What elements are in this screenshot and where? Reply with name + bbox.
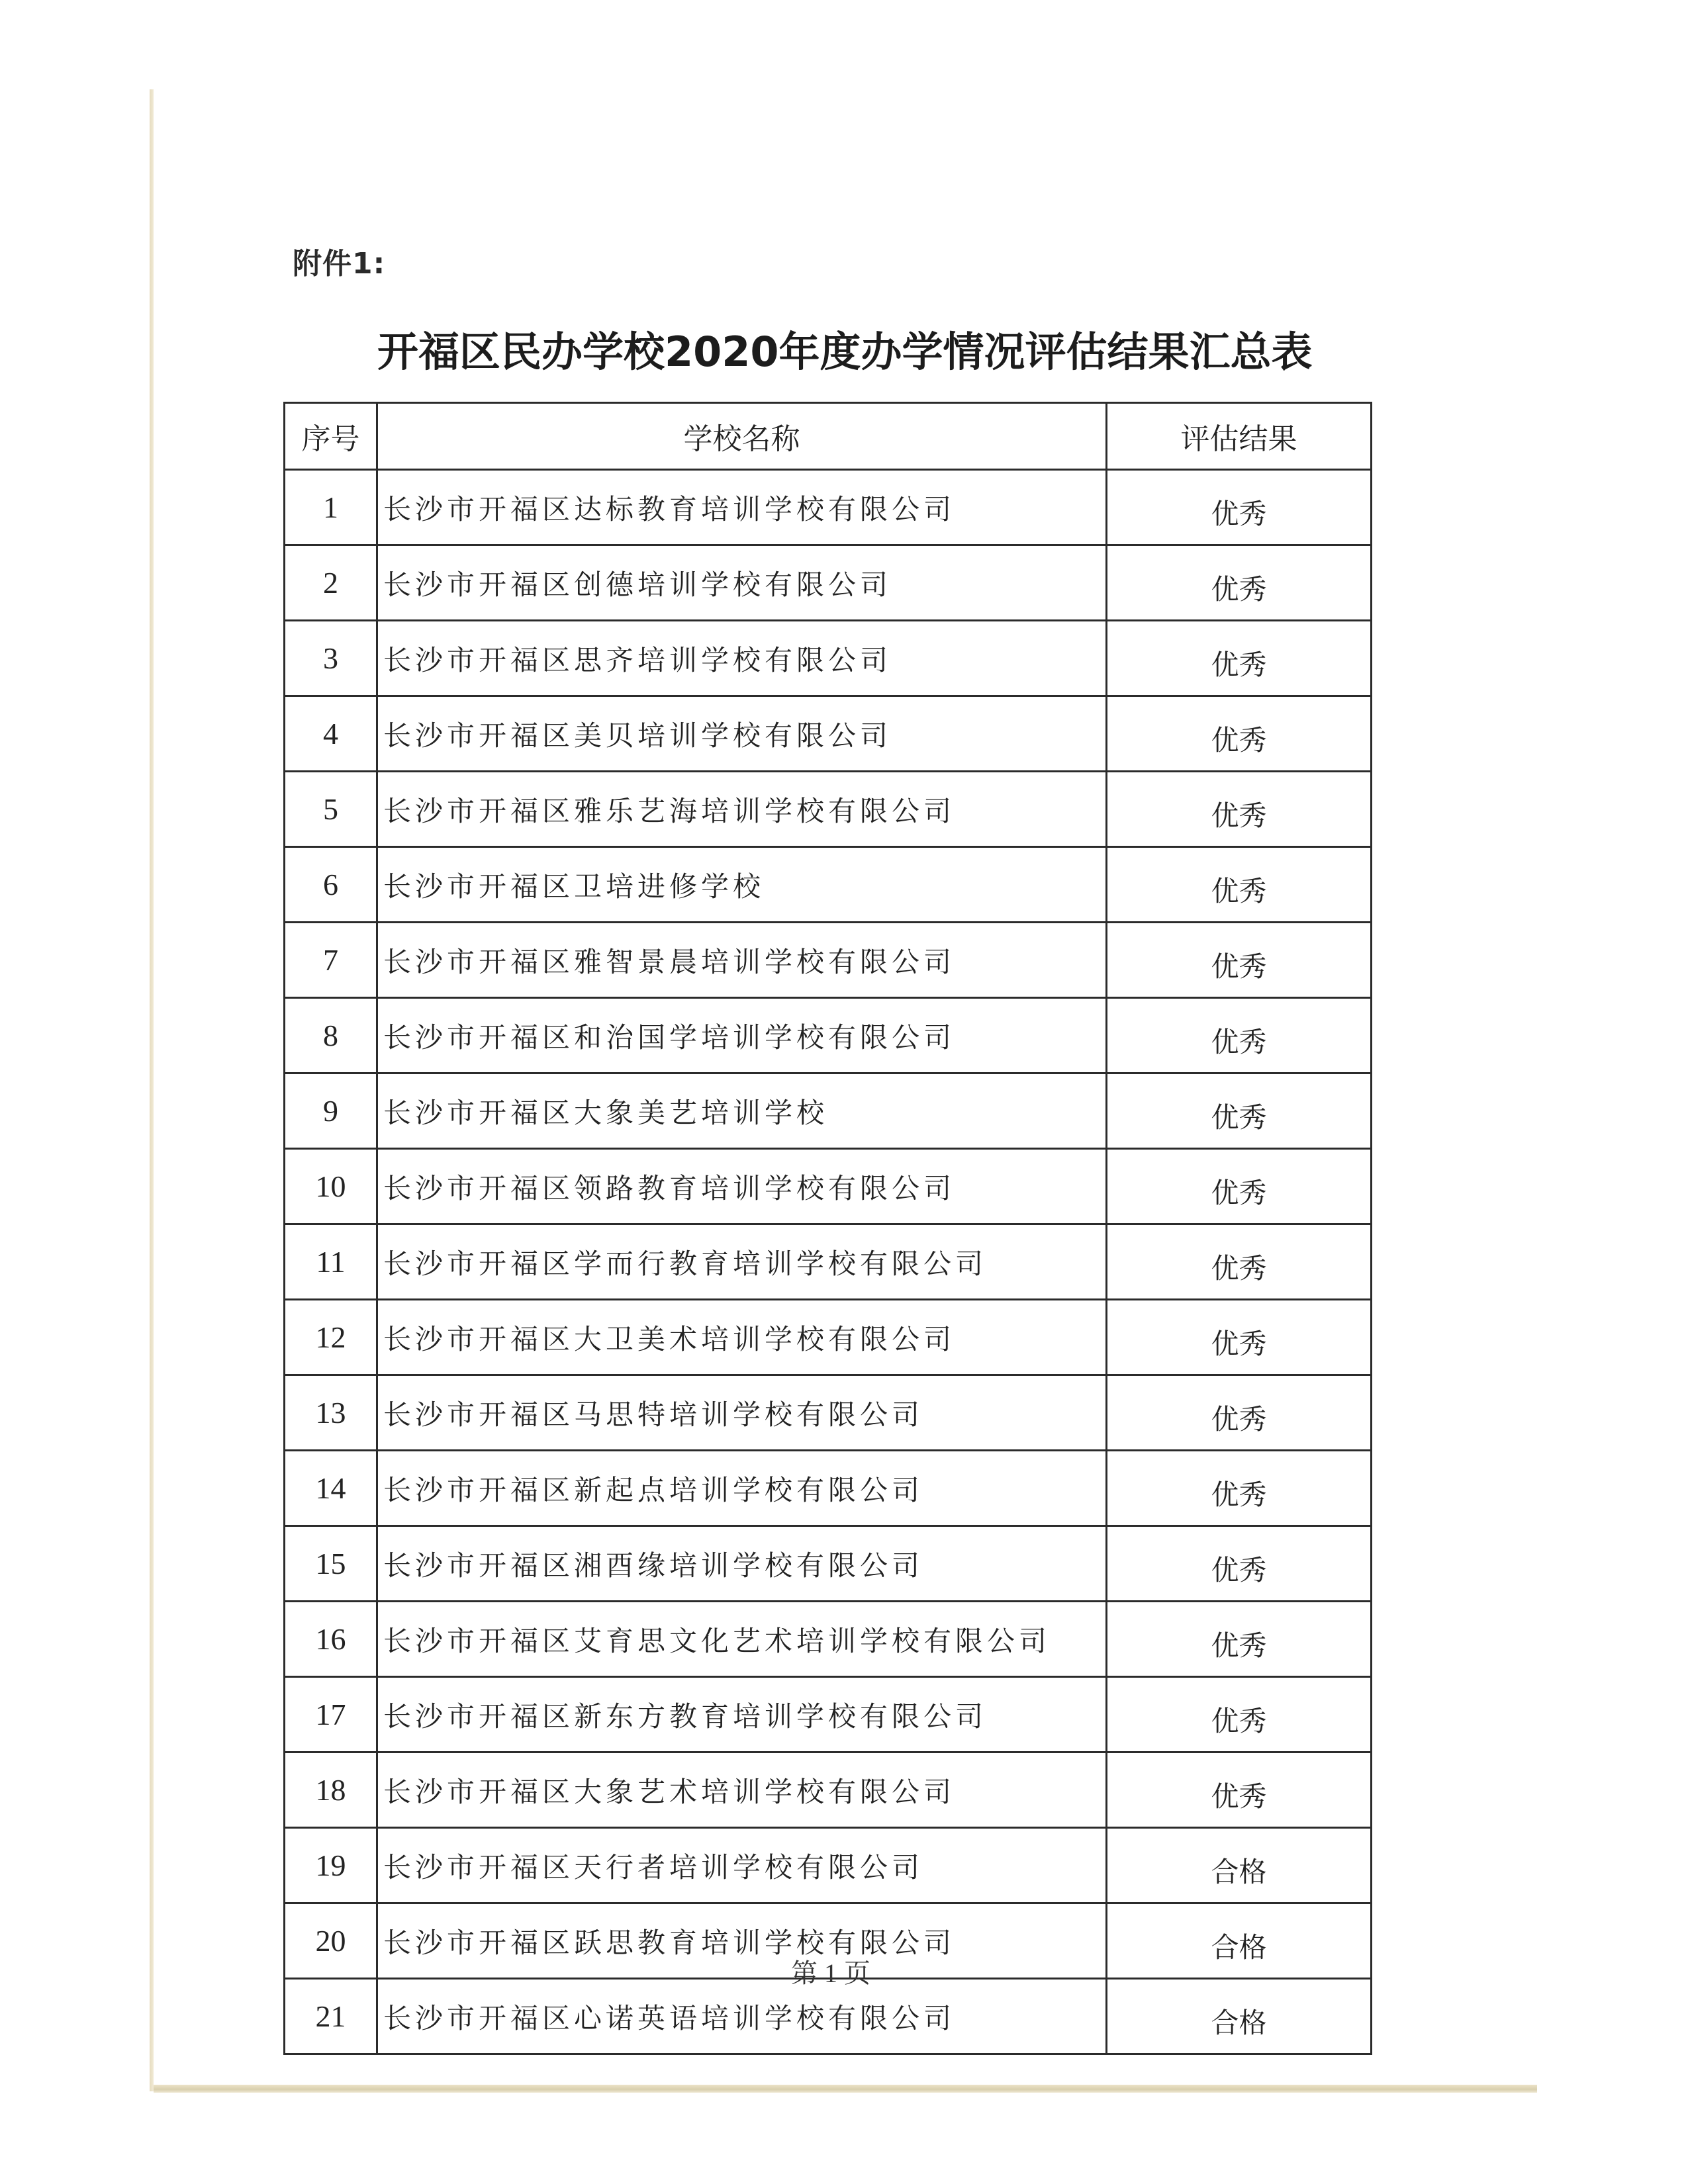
serial-number-cell: 13: [285, 1375, 377, 1451]
serial-number-cell: 9: [285, 1073, 377, 1149]
serial-number-cell: 5: [285, 772, 377, 847]
evaluation-result-cell: 优秀: [1107, 1677, 1372, 1752]
school-name-cell: 长沙市开福区湘酉缘培训学校有限公司: [377, 1526, 1107, 1602]
evaluation-result-cell: 合格: [1107, 1903, 1372, 1979]
school-name-cell: 长沙市开福区天行者培训学校有限公司: [377, 1828, 1107, 1903]
evaluation-result-cell: 优秀: [1107, 1224, 1372, 1300]
table-row: [285, 470, 1372, 545]
evaluation-result-cell: 优秀: [1107, 923, 1372, 998]
table-row: [285, 1375, 1372, 1451]
serial-number-cell: 19: [285, 1828, 377, 1903]
table-row: [285, 1300, 1372, 1375]
table-row: [285, 1451, 1372, 1526]
table-row: [285, 772, 1372, 847]
results-table: [283, 402, 1372, 2055]
evaluation-result-cell: 优秀: [1107, 545, 1372, 621]
table-row: [285, 1602, 1372, 1677]
evaluation-result-cell: 优秀: [1107, 1300, 1372, 1375]
serial-number-cell: 17: [285, 1677, 377, 1752]
evaluation-result-cell: 优秀: [1107, 1375, 1372, 1451]
page-footer: [0, 1952, 1688, 1990]
school-name-cell: 长沙市开福区大象美艺培训学校: [377, 1073, 1107, 1149]
header-evaluation-result: 评估结果: [1107, 403, 1372, 470]
school-name-cell: 长沙市开福区跃思教育培训学校有限公司: [377, 1903, 1107, 1979]
serial-number-cell: 15: [285, 1526, 377, 1602]
school-name-cell: 长沙市开福区艾育思文化艺术培训学校有限公司: [377, 1602, 1107, 1677]
serial-number-cell: 11: [285, 1224, 377, 1300]
serial-number-cell: 18: [285, 1752, 377, 1828]
evaluation-result-cell: 合格: [1107, 1828, 1372, 1903]
evaluation-result-cell: 优秀: [1107, 1752, 1372, 1828]
school-name-cell: 长沙市开福区新东方教育培训学校有限公司: [377, 1677, 1107, 1752]
serial-number-cell: 10: [285, 1149, 377, 1224]
table-header-row: [285, 403, 1372, 470]
school-name-cell: 长沙市开福区创德培训学校有限公司: [377, 545, 1107, 621]
school-name-cell: 长沙市开福区美贝培训学校有限公司: [377, 696, 1107, 772]
school-name-cell: 长沙市开福区新起点培训学校有限公司: [377, 1451, 1107, 1526]
evaluation-result-cell: 优秀: [1107, 1149, 1372, 1224]
results-table-container: [283, 402, 1370, 2055]
evaluation-result-cell: 优秀: [1107, 772, 1372, 847]
evaluation-result-cell: 优秀: [1107, 1602, 1372, 1677]
school-name-cell: 长沙市开福区领路教育培训学校有限公司: [377, 1149, 1107, 1224]
scan-page-edge-left: [150, 89, 154, 2091]
table-body: [285, 470, 1372, 2054]
serial-number-cell: 7: [285, 923, 377, 998]
serial-number-cell: 4: [285, 696, 377, 772]
evaluation-result-cell: 优秀: [1107, 621, 1372, 696]
serial-number-cell: 20: [285, 1903, 377, 1979]
page-title: 开福区民办学校2020年度办学情况评估结果汇总表: [377, 328, 1313, 376]
serial-number-cell: 12: [285, 1300, 377, 1375]
serial-number-cell: 16: [285, 1602, 377, 1677]
school-name-cell: 长沙市开福区马思特培训学校有限公司: [377, 1375, 1107, 1451]
evaluation-result-cell: 优秀: [1107, 847, 1372, 923]
evaluation-result-cell: 优秀: [1107, 1073, 1372, 1149]
table-row: [285, 847, 1372, 923]
school-name-cell: 长沙市开福区思齐培训学校有限公司: [377, 621, 1107, 696]
serial-number-cell: 2: [285, 545, 377, 621]
school-name-cell: 长沙市开福区雅乐艺海培训学校有限公司: [377, 772, 1107, 847]
table-row: [285, 1149, 1372, 1224]
school-name-cell: 长沙市开福区和治国学培训学校有限公司: [377, 998, 1107, 1073]
attachment-label: 附件1:: [293, 247, 386, 281]
serial-number-cell: 6: [285, 847, 377, 923]
evaluation-result-cell: 优秀: [1107, 1451, 1372, 1526]
header-school-name: 学校名称: [377, 403, 1107, 470]
serial-number-cell: 3: [285, 621, 377, 696]
table-row: [285, 1828, 1372, 1903]
table-row: [285, 1224, 1372, 1300]
evaluation-result-cell: 合格: [1107, 1979, 1372, 2054]
serial-number-cell: 14: [285, 1451, 377, 1526]
table-row: [285, 1752, 1372, 1828]
header-serial-number: 序号: [285, 403, 377, 470]
serial-number-cell: 21: [285, 1979, 377, 2054]
table-row: [285, 1073, 1372, 1149]
school-name-cell: 长沙市开福区大卫美术培训学校有限公司: [377, 1300, 1107, 1375]
school-name-cell: 长沙市开福区大象艺术培训学校有限公司: [377, 1752, 1107, 1828]
evaluation-result-cell: 优秀: [1107, 998, 1372, 1073]
school-name-cell: 长沙市开福区心诺英语培训学校有限公司: [377, 1979, 1107, 2054]
evaluation-result-cell: 优秀: [1107, 1526, 1372, 1602]
evaluation-result-cell: 优秀: [1107, 696, 1372, 772]
table-row: [285, 696, 1372, 772]
page-number: 第 1 页: [791, 1958, 870, 1988]
table-row: [285, 1526, 1372, 1602]
scan-page-edge-bottom: [154, 2085, 1537, 2093]
table-row: [285, 545, 1372, 621]
serial-number-cell: 1: [285, 470, 377, 545]
evaluation-result-cell: 优秀: [1107, 470, 1372, 545]
school-name-cell: 长沙市开福区达标教育培训学校有限公司: [377, 470, 1107, 545]
school-name-cell: 长沙市开福区雅智景晨培训学校有限公司: [377, 923, 1107, 998]
table-row: [285, 1677, 1372, 1752]
table-row: [285, 621, 1372, 696]
serial-number-cell: 8: [285, 998, 377, 1073]
school-name-cell: 长沙市开福区卫培进修学校: [377, 847, 1107, 923]
school-name-cell: 长沙市开福区学而行教育培训学校有限公司: [377, 1224, 1107, 1300]
table-row: [285, 998, 1372, 1073]
table-row: [285, 923, 1372, 998]
